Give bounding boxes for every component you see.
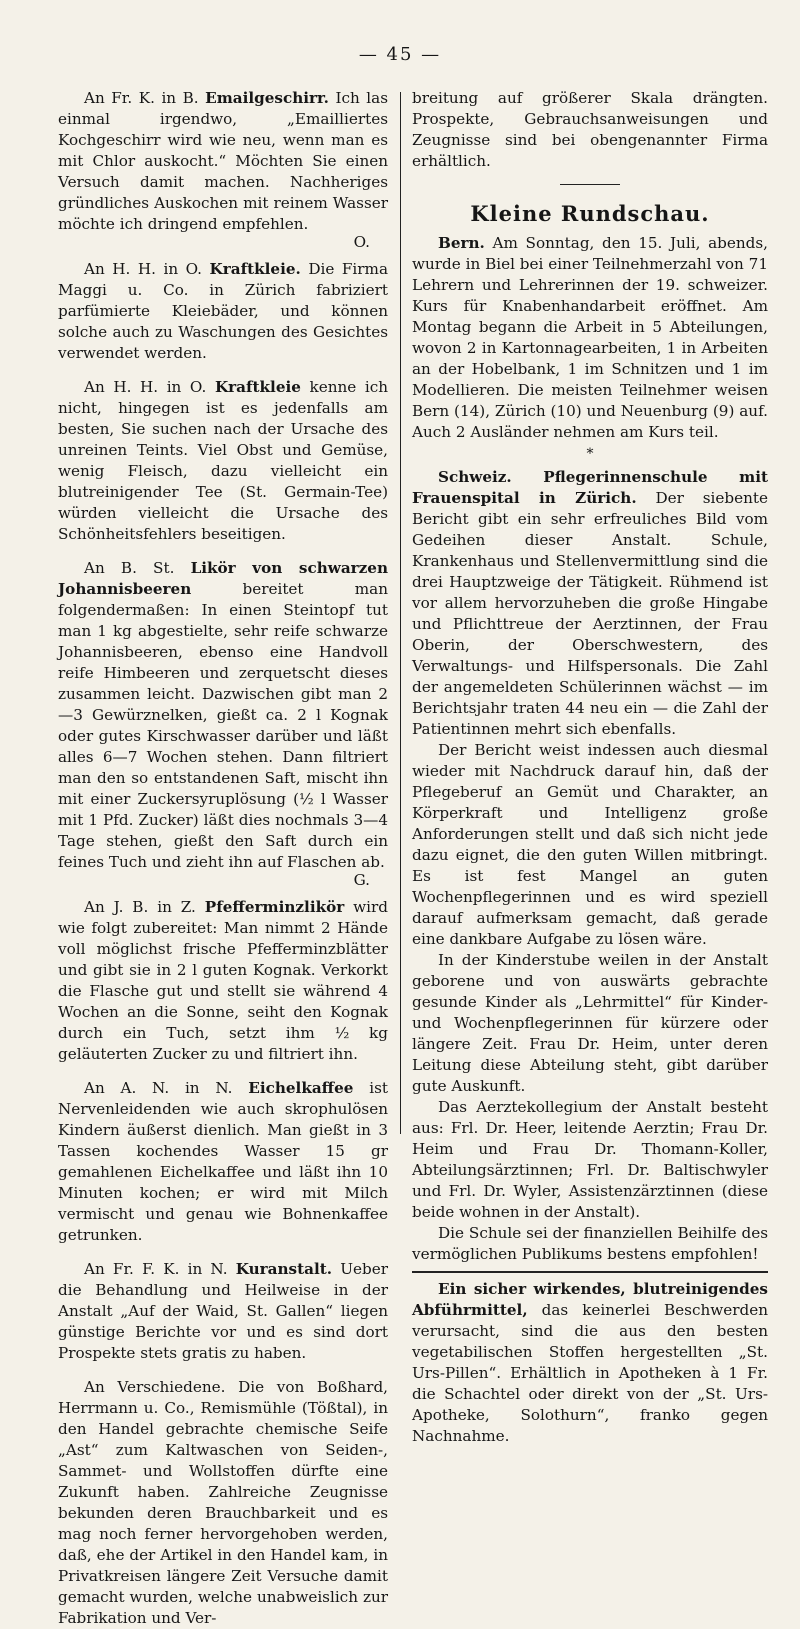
ad-paragraph bbox=[412, 1279, 768, 1447]
answer-recipient: An Verschiedene. bbox=[84, 1378, 226, 1396]
answer-topic: Eichelkaffee bbox=[248, 1079, 354, 1097]
answer-likoer bbox=[58, 558, 388, 891]
answer-pfefferminzlikoer bbox=[58, 897, 388, 1065]
answer-recipient: An Fr. K. in B. bbox=[84, 89, 199, 107]
answer-signature: O. bbox=[353, 233, 370, 251]
answer-kraftkleie-1 bbox=[58, 259, 388, 364]
answer-eichelkaffee bbox=[58, 1078, 388, 1246]
answer-text: Ich las einmal irgendwo, „Emailliertes Kochgeschirr wird wie neu, wenn man es mit Chlor auskocht.“ Möchten Sie einen Versuch damit machen. Nachheriges gründliches Auskochen mit reinem Wasser möchte ich dringend empfehlen. bbox=[58, 89, 388, 233]
answer-emailgeschirr bbox=[58, 88, 388, 253]
answer-kuranstalt bbox=[58, 1259, 388, 1364]
news-heading: Schweiz. Pflegerinnenschule mit Frauenspital in Zürich. bbox=[412, 468, 768, 507]
answer-topic: Likör von schwarzen Johannisbeeren bbox=[58, 559, 389, 598]
advertisement bbox=[412, 1271, 768, 1447]
answer-recipient: An J. B. in Z. bbox=[84, 898, 196, 916]
news-place: Bern. bbox=[438, 234, 485, 252]
answer-recipient: An Fr. F. K. in N. bbox=[84, 1260, 228, 1278]
answer-signature: G. bbox=[353, 871, 370, 889]
news-paragraph: Der Bericht weist indessen auch diesmal wieder mit Nachdruck darauf hin, daß der Pflegeberuf an Gemüt und Charakter, an Körperkraft und Intelligenz große Anforderungen stellt und daß sich nicht jede dazu eignet, die den guten Willen mitbringt. Es ist fest Mangel an guten Wochenpflegerinnen und es wird speziell darauf aufmerksam gemacht, daß gerade eine dankbare Aufgabe zu lösen wäre. bbox=[412, 741, 768, 948]
answer-topic: Pfefferminzlikör bbox=[204, 898, 345, 916]
news-schweiz bbox=[412, 467, 768, 740]
ad-heading: Ein sicher wirkendes, blutreinigendes Abführmittel, bbox=[412, 1280, 768, 1319]
answer-recipient: An H. H. in O. bbox=[84, 378, 207, 396]
answer-topic: Kuranstalt. bbox=[235, 1260, 333, 1278]
answer-topic: Kraftkleie. bbox=[209, 260, 301, 278]
answer-verschiedene bbox=[58, 1377, 388, 1629]
news-bern bbox=[412, 233, 768, 443]
answer-kraftkleie-2 bbox=[58, 377, 388, 545]
answer-text: Die von Boßhard, Herrmann u. Co., Remismühle (Tößtal), in den Handel gebrachte chemische Seife „Ast“ zum Kaltwaschen von Seiden-, Sammet- und Wollstoffen dürfte eine Zukunft haben. Zahlreiche Zeugnisse bekunden deren Brauchbarkeit und es mag noch ferner hervorgehoben werden, daß, ehe der Artikel in den Handel kam, in Privatkreisen längere Zeit Versuche damit gemacht wurden, welche unabweislich zur Fabrikation und Ver- bbox=[58, 1378, 388, 1627]
continuation-paragraph: breitung auf größerer Skala drängten. Prospekte, Gebrauchsanweisungen und Zeugnisse sind bei obengenannter Firma erhältlich. bbox=[412, 89, 768, 170]
news-paragraph: In der Kinderstube weilen in der Anstalt geborene und von auswärts gebrachte gesunde Kinder als „Lehrmittel“ für Kinder- und Wochenpflegerinnen für kürzere oder längere Zeit. Frau Dr. Heim, unter deren Leitung diese Abteilung steht, gibt darüber gute Auskunft. bbox=[412, 951, 768, 1095]
answer-recipient: An H. H. in O. bbox=[84, 260, 203, 278]
right-column bbox=[412, 88, 768, 1447]
ad-text: das keinerlei Beschwerden verursacht, sind die aus den besten vegetabilischen Stoffen hergestellten „St. Urs-Pillen“. Erhältlich in Apotheken à 1 Fr. die Schachtel oder direkt von der „St. Urs-Apotheke, Solothurn“, franko gegen Nachnahme. bbox=[412, 1301, 768, 1445]
answer-text: bereitet man folgendermaßen: In einen Steintopf tut man 1 kg abgestielte, sehr reife schwarze Johannisbeeren, ebenso eine Handvoll reife Himbeeren und zerquetscht dieses zusammen leicht. Dazwischen gibt man 2—3 Gewürznelken, gießt ca. 2 l Kognak oder gutes Kirschwasser darüber und läßt alles 6—7 Wochen stehen. Dann filtriert man den so entstandenen Saft, mischt ihn mit einer Zuckersyruplösung (½ l Wasser mit 1 Pfd. Zucker) läßt dies nochmals 3—4 Tage stehen, gießt den Saft durch ein feines Tuch und zieht ihn auf Flaschen ab. bbox=[58, 580, 388, 871]
answer-text: Die Firma Maggi u. Co. in Zürich fabriziert parfümierte Kleiebäder, und können solche auch zu Waschungen des Gesichtes verwendet werden. bbox=[58, 260, 389, 362]
page-number: — 45 — bbox=[358, 44, 442, 65]
news-paragraph: Das Aerztekollegium der Anstalt besteht aus: Frl. Dr. Heer, leitende Aerztin; Frau Dr. Heim und Frau Dr. Thomann-Koller, Abteilungsärztinnen; Frl. Dr. Baltischwyler und Frl. Dr. Wyler, Assistenzärztinnen (diese beide wohnen in der Anstalt). bbox=[412, 1098, 768, 1221]
answer-text: kenne ich nicht, hingegen ist es jedenfalls am besten, Sie suchen nach der Ursache des unreinen Teints. Viel Obst und Gemüse, wenig Fleisch, dazu vielleicht ein blutreinigender Tee (St. Germain-Tee) würden vielleicht die Ursache des Schönheitsfehlers beseitigen. bbox=[58, 378, 389, 543]
left-column bbox=[58, 88, 388, 1629]
column-divider bbox=[400, 92, 401, 1134]
answer-topic: Kraftkleie bbox=[214, 378, 301, 396]
star-separator: * bbox=[586, 446, 594, 462]
news-text: Der siebente Bericht gibt ein sehr erfreuliches Bild vom Gedeihen dieser Anstalt. Schule, Krankenhaus und Stellenvermittlung sind die drei Hauptzweige der Tätigkeit. Rühmend ist vor allem hervorzuheben die große Hingabe und Pflichttreue der Aerztinnen, der Frau Oberin, der Oberschwestern, des Verwaltungs- und Hilfspersonals. Die Zahl der angemeldeten Schülerinnen wächst — im Berichtsjahr traten 44 neu ein — die Zahl der Patientinnen mehrt sich ebenfalls. bbox=[412, 489, 768, 738]
news-paragraph: Die Schule sei der finanziellen Beihilfe des vermöglichen Publikums bestens empfohlen! bbox=[412, 1224, 768, 1263]
answer-recipient: An A. N. in N. bbox=[84, 1079, 233, 1097]
section-separator bbox=[560, 184, 620, 185]
answer-topic: Emailgeschirr. bbox=[205, 89, 329, 107]
answer-text: ist Nervenleidenden wie auch skrophulösen Kindern äußerst dienlich. Man gießt in 3 Tassen kochendes Wasser 15 gr gemahlenen Eichelkaffee und läßt ihn 10 Minuten kochen; er wird mit Milch vermischt und genau wie Bohnenkaffee getrunken. bbox=[58, 1079, 388, 1244]
answer-recipient: An B. St. bbox=[84, 559, 175, 577]
section-title: Kleine Rundschau. bbox=[470, 201, 710, 226]
answer-text: Ueber die Behandlung und Heilweise in der Anstalt „Auf der Waid, St. Gallen“ liegen günstige Berichte vor und es sind dort Prospekte stets gratis zu haben. bbox=[58, 1260, 388, 1362]
news-text: Am Sonntag, den 15. Juli, abends, wurde in Biel bei einer Teilnehmerzahl von 71 Lehrern und Lehrerinnen der 19. schweizer. Kurs für Knabenhandarbeit eröffnet. Am Montag begann die Arbeit in 5 Abteilungen, wovon 2 in Kartonnagearbeiten, 1 in Arbeiten an der Hobelbank, 1 im Schnitzen und 1 im Modellieren. Die meisten Teilnehmer weisen Bern (14), Zürich (10) und Neuenburg (9) auf. Auch 2 Ausländer nehmen am Kurs teil. bbox=[412, 234, 768, 441]
answer-text: wird wie folgt zubereitet: Man nimmt 2 Hände voll möglichst frische Pfefferminzblätter und gibt sie in 2 l guten Kognak. Verkorkt die Flasche gut und stellt sie während 4 Wochen an die Sonne, seiht den Kognak durch ein Tuch, setzt ihm ½ kg geläuterten Zucker zu und filtriert ihn. bbox=[58, 898, 389, 1063]
